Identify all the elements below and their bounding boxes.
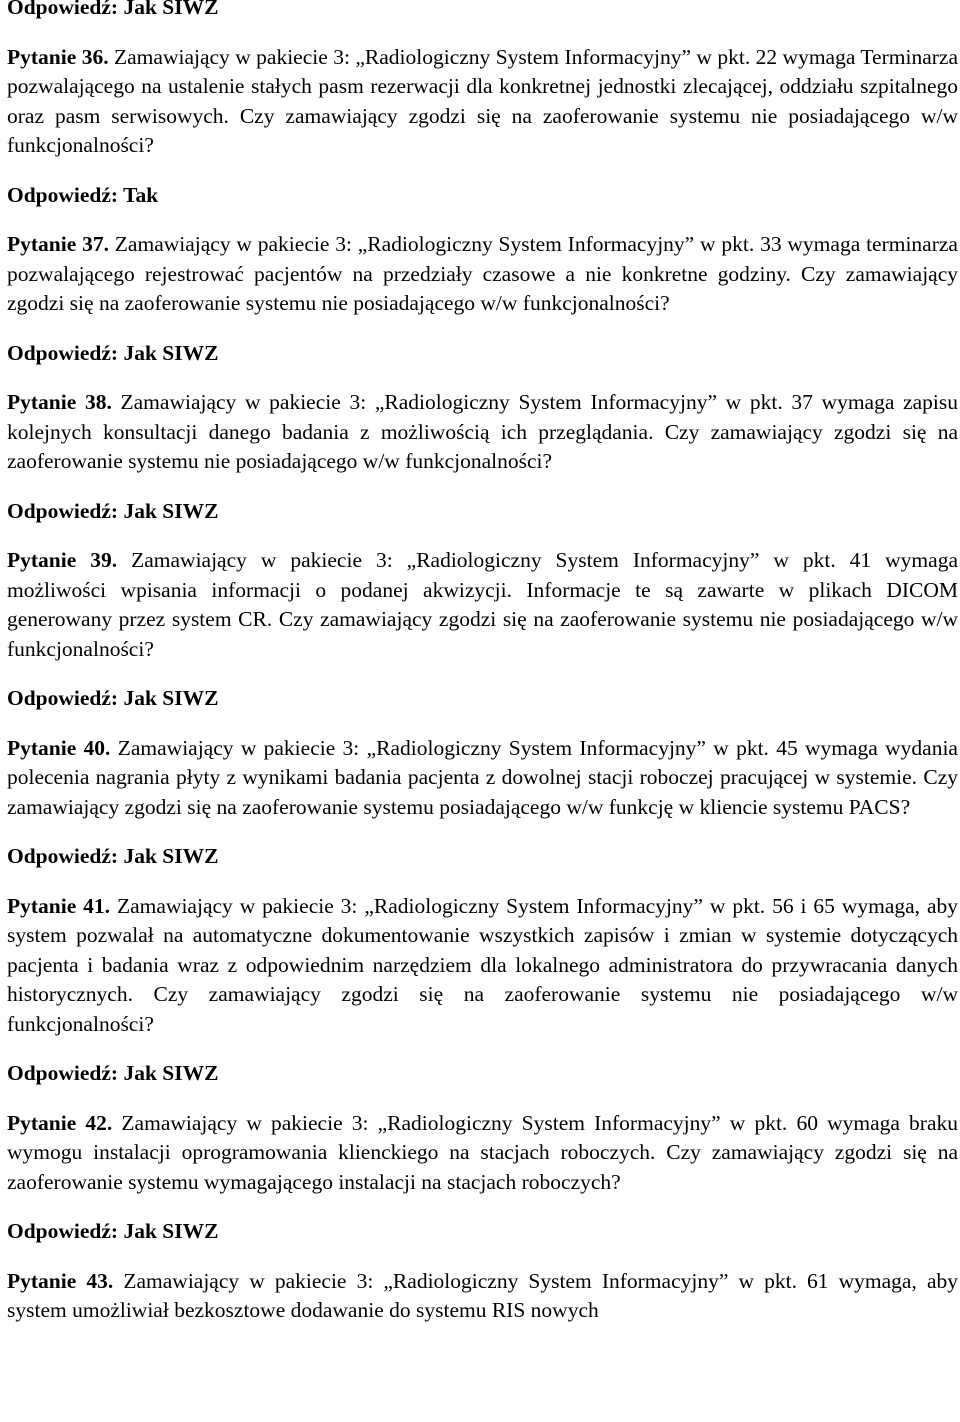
question-text: Zamawiający w pakiecie 3: „Radiologiczny System Informacyjny” w pkt. 33 wymaga terminarza pozwalającego rejestrować pacjentów na przedziały czasowe a nie konkretne godziny. Czy zamawiający zgodzi się na zaoferowanie systemu nie posiadającego w/w funkcjonalności? (7, 232, 958, 315)
question-label: Pytanie 40. (7, 735, 111, 760)
answer-text: Odpowiedź: Jak SIWZ (7, 498, 219, 523)
answer-text: Odpowiedź: Jak SIWZ (7, 1219, 219, 1243)
question-paragraph (7, 230, 958, 319)
question-paragraph (7, 1109, 958, 1198)
answer-text: Odpowiedź: Jak SIWZ (7, 844, 219, 868)
answer-text: Odpowiedź: Jak SIWZ (7, 340, 219, 365)
answer-text: Odpowiedź: Jak SIWZ (7, 1061, 219, 1085)
question-text: Zamawiający w pakiecie 3: „Radiologiczny System Informacyjny” w pkt. 22 wymaga Terminarza pozwalającego na ustalenie stałych pasm rezerwacji dla konkretnej jednostki zlecającej, oddziału szpitalnego oraz pasm serwisowych. Czy zamawiający zgodzi się na zaoferowanie systemu nie posiadającego w/w funkcjonalności? (7, 44, 958, 157)
question-paragraph (7, 892, 958, 1040)
question-text: Zamawiający w pakiecie 3: „Radiologiczny System Informacyjny” w pkt. 56 i 65 wymaga, aby system pozwalał na automatyczne dokumentowanie wszystkich zapisów i zmian w systemie dotyczących pacjenta i badania wraz z odpowiednim narzędziem dla lokalnego administratora do przywracania danych historycznych. Czy zamawiający zgodzi się na zaoferowanie systemu nie posiadającego w/w funkcjonalności? (7, 893, 958, 1036)
question-paragraph (7, 1267, 958, 1326)
question-paragraph (7, 388, 958, 477)
question-text: Zamawiający w pakiecie 3: „Radiologiczny System Informacyjny” w pkt. 61 wymaga, aby system umożliwiał bezkosztowe dodawanie do systemu RIS nowych (7, 1268, 958, 1322)
question-paragraph (7, 734, 958, 823)
question-paragraph (7, 546, 958, 664)
question-text: Zamawiający w pakiecie 3: „Radiologiczny System Informacyjny” w pkt. 60 wymaga braku wymogu instalacji oprogramowania klienckiego na stacjach roboczych. Czy zamawiający zgodzi się na zaoferowanie systemu wymagającego instalacji na stacjach roboczych? (7, 1110, 958, 1194)
question-label: Pytanie 38. (7, 390, 112, 414)
question-text: Zamawiający w pakiecie 3: „Radiologiczny System Informacyjny” w pkt. 45 wymaga wydania polecenia nagrania płyty z wynikami badania pacjenta z dowolnej stacji roboczej pracującej w systemie. Czy zamawiający zgodzi się na zaoferowanie systemu posiadającego w/w funkcję w kliencie systemu PACS? (7, 735, 958, 819)
document-page (7, 0, 958, 1346)
question-label: Pytanie 42. (7, 1110, 113, 1135)
question-label: Pytanie 36. (7, 44, 109, 69)
answer-text: Odpowiedź: Jak SIWZ (7, 686, 219, 710)
question-label: Pytanie 41. (7, 893, 111, 918)
question-paragraph (7, 43, 958, 161)
answer-text: Odpowiedź: Jak SIWZ (7, 0, 219, 19)
answer-text: Odpowiedź: Tak (7, 182, 159, 207)
question-label: Pytanie 37. (7, 232, 109, 256)
question-text: Zamawiający w pakiecie 3: „Radiologiczny System Informacyjny” w pkt. 41 wymaga możliwości wpisania informacji o podanej akwizycji. Informacje te są zawarte w plikach DICOM generowany przez system CR. Czy zamawiający zgodzi się na zaoferowanie systemu nie posiadającego w/w funkcjonalności? (7, 548, 958, 661)
question-label: Pytanie 43. (7, 1268, 114, 1293)
question-text: Zamawiający w pakiecie 3: „Radiologiczny System Informacyjny” w pkt. 37 wymaga zapisu kolejnych konsultacji danego badania z możliwością ich przeglądania. Czy zamawiający zgodzi się na zaoferowanie systemu nie posiadającego w/w funkcjonalności? (7, 390, 958, 473)
question-label: Pytanie 39. (7, 548, 118, 572)
